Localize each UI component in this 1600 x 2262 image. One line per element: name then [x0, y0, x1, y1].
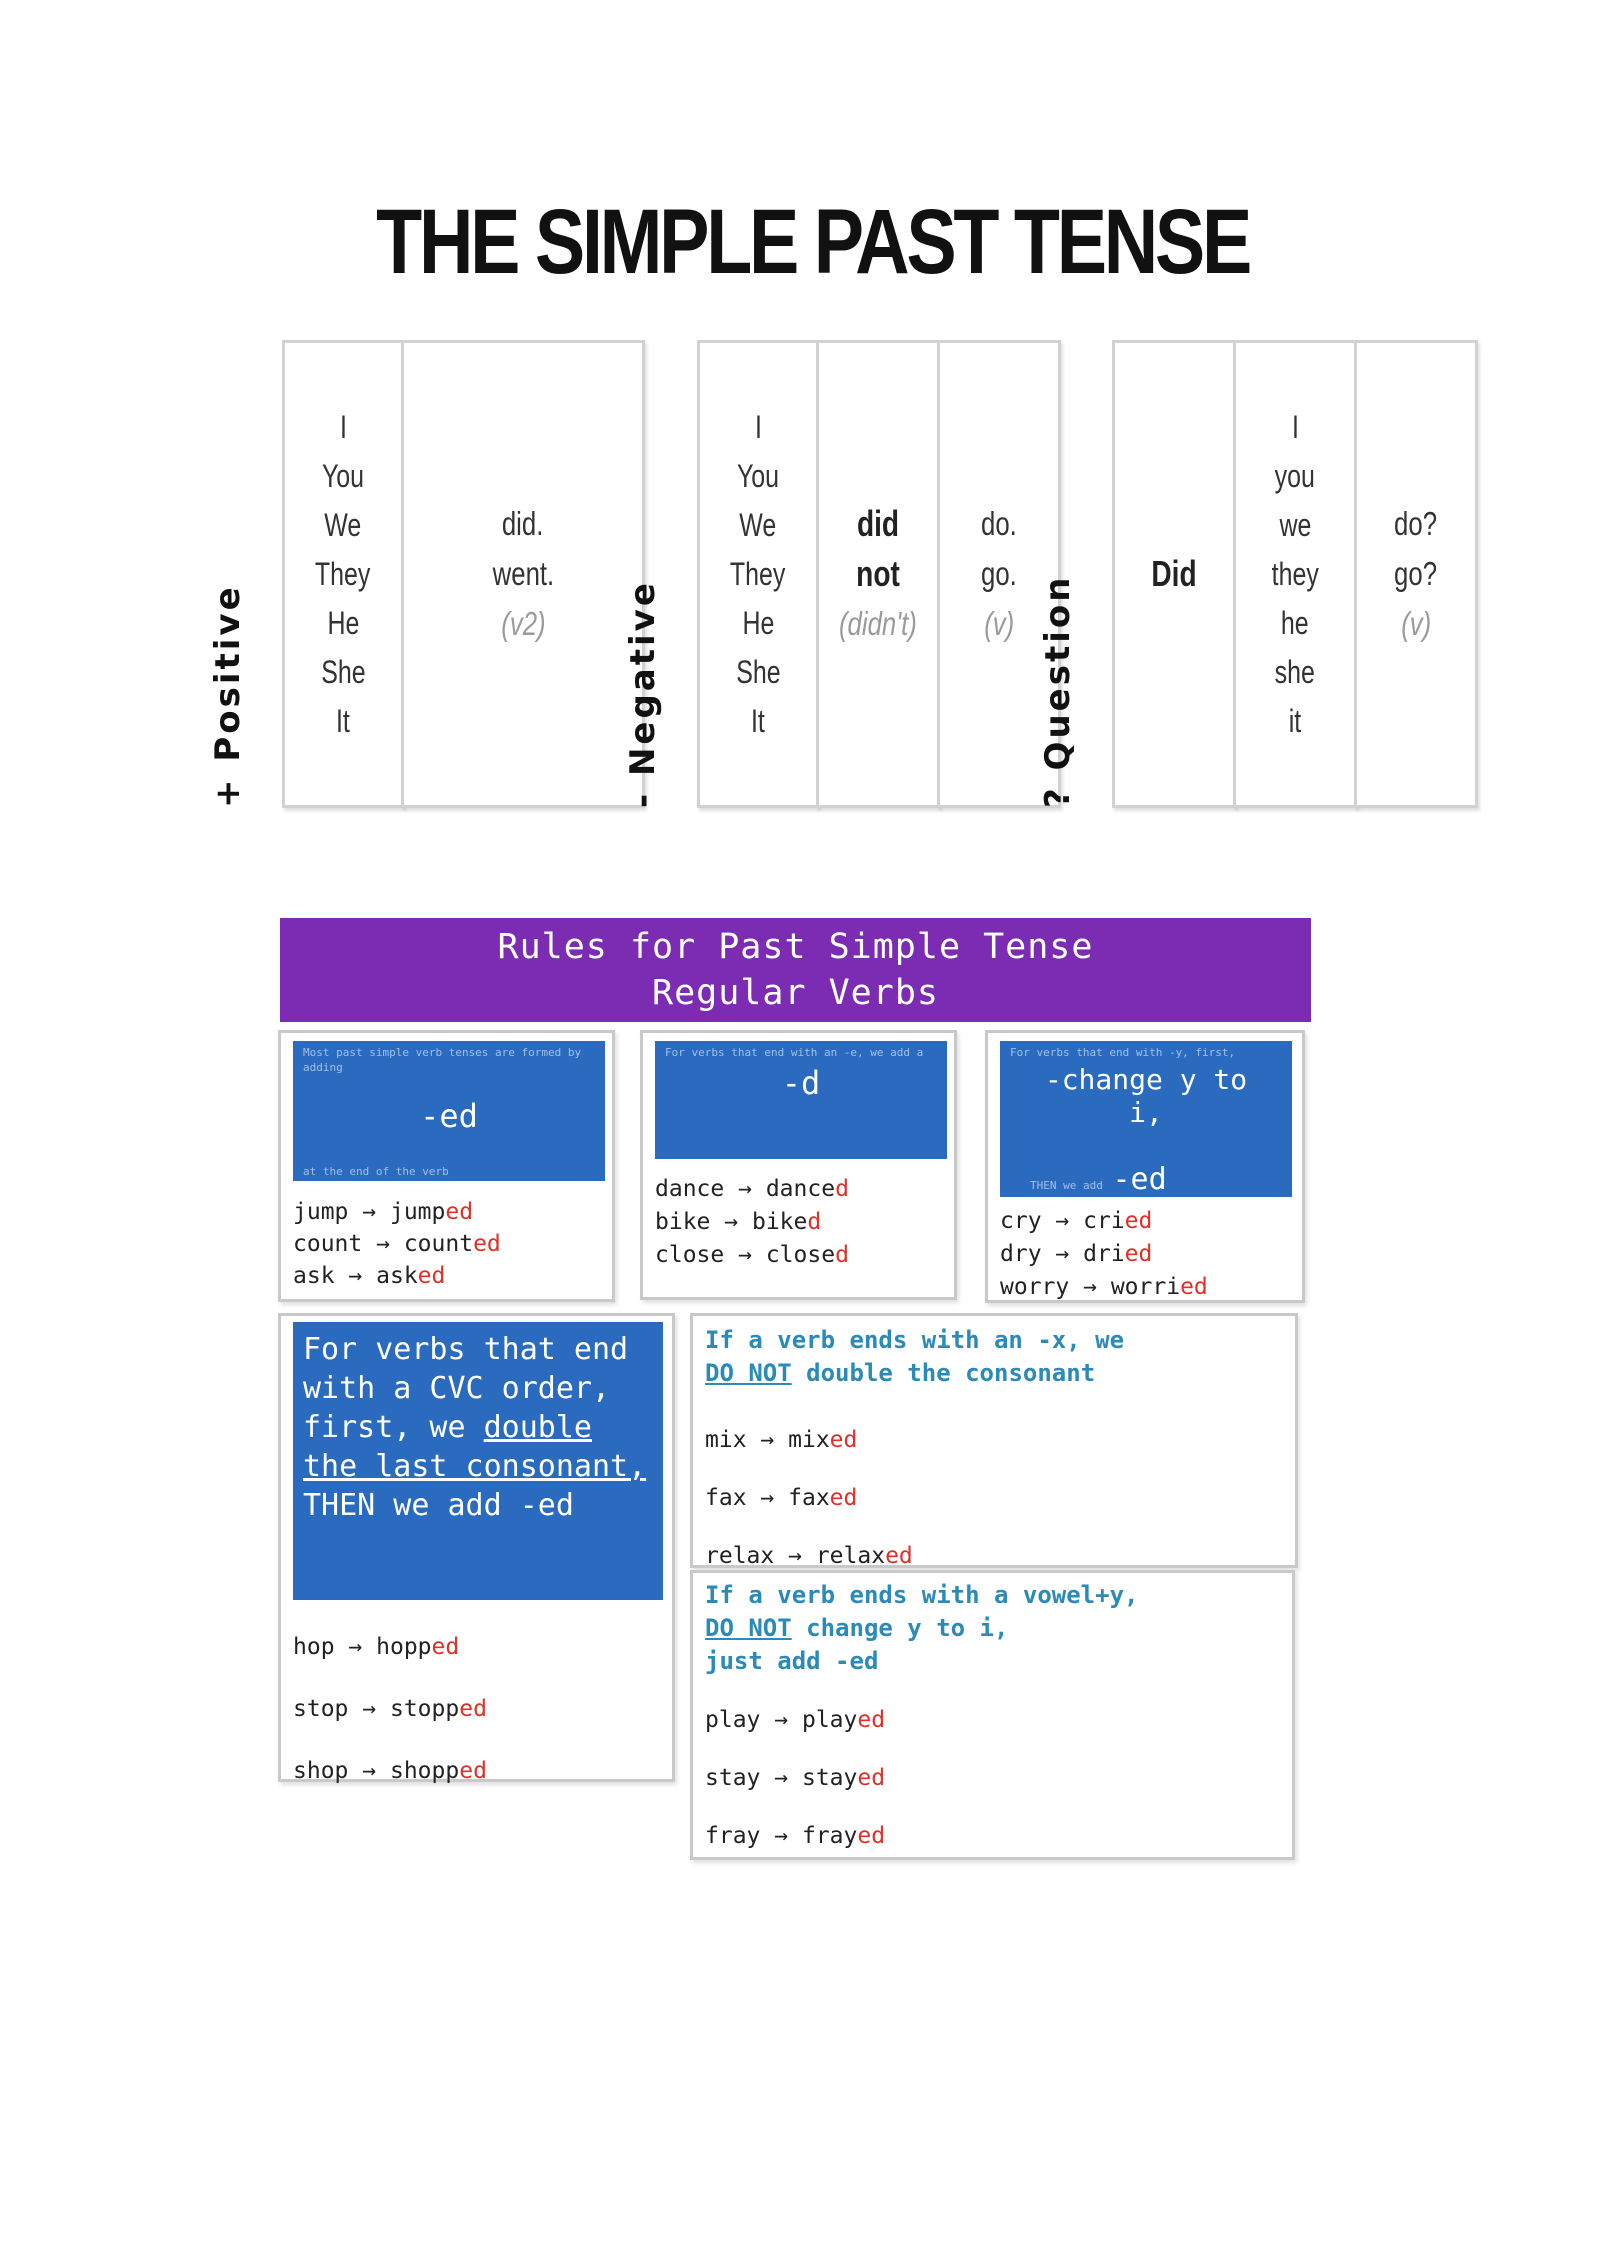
pronoun: She	[735, 653, 781, 690]
example-row: jump → jumped	[293, 1199, 474, 1225]
rule-box-d	[655, 1041, 947, 1159]
example-row: dry → dried	[1000, 1241, 1153, 1267]
question-aux	[1112, 340, 1236, 808]
rule-note: at the end of the verb	[303, 1165, 449, 1178]
rule-note: Most past simple verb tenses are formed by adding	[303, 1046, 582, 1074]
pronoun: They	[730, 555, 786, 592]
example-row: bike → biked	[655, 1209, 822, 1235]
example-row: dance → danced	[655, 1176, 849, 1202]
negative-pronouns	[697, 340, 819, 808]
rule-card-d	[640, 1030, 957, 1300]
aux-verb: Did	[1151, 553, 1197, 594]
pronoun: they	[1271, 555, 1319, 592]
examples	[1000, 1205, 1208, 1304]
aux-short: (didn't)	[839, 605, 917, 642]
pronoun: They	[315, 555, 371, 592]
rules-header	[280, 918, 1311, 1022]
pronoun: He	[742, 604, 774, 641]
rule-note-x: If a verb ends with an -x, we DO NOT double the consonant	[705, 1326, 1125, 1387]
examples	[655, 1173, 849, 1272]
rule-box-y	[1000, 1041, 1292, 1197]
rules-header-line2: Regular Verbs	[652, 973, 939, 1013]
pronoun: You	[736, 457, 780, 494]
verb: did.	[502, 505, 544, 542]
verb-form: (v)	[983, 605, 1015, 642]
question-pronouns	[1233, 340, 1357, 808]
pronoun: She	[320, 653, 366, 690]
verb-form: (v)	[1400, 605, 1432, 642]
verb: went.	[492, 555, 554, 592]
rule-then: THEN we add -ed	[1030, 1162, 1167, 1197]
verb: go?	[1394, 555, 1438, 592]
rule-suffix: -ed	[420, 1097, 478, 1135]
example-row: mix → mixed	[705, 1427, 858, 1453]
example-row: shop → shopped	[293, 1758, 487, 1784]
rule-box-cvc: For verbs that end with a CVC order, first, we double the last consonant, THEN we add -ed	[293, 1322, 663, 1600]
verb: do?	[1394, 505, 1438, 542]
example-row: ask → asked	[293, 1263, 446, 1289]
rule-card-cvc	[278, 1313, 675, 1782]
examples	[705, 1411, 913, 1585]
positive-table	[282, 340, 645, 808]
verb: go.	[981, 555, 1017, 592]
rule-box-ed	[293, 1041, 605, 1181]
verb: do.	[981, 505, 1017, 542]
rule-card-ed	[278, 1030, 615, 1302]
pronoun: you	[1274, 457, 1316, 494]
rule-main-line2: i,	[1129, 1096, 1163, 1129]
pronoun: I	[339, 408, 347, 445]
example-row: hop → hopped	[293, 1634, 460, 1660]
example-row: play → played	[705, 1707, 886, 1733]
rules-header-line1: Rules for Past Simple Tense	[497, 927, 1094, 967]
rule-note: For verbs that end with -y, first,	[1010, 1046, 1236, 1059]
pronoun: We	[739, 506, 777, 543]
rule-main-line1: -change y to	[1044, 1063, 1248, 1096]
page-title: THE SIMPLE PAST TENSE	[376, 191, 1250, 293]
negative-table	[697, 340, 1061, 808]
aux-verb: did not	[856, 503, 900, 594]
question-table	[1112, 340, 1478, 808]
positive-verbs	[401, 340, 645, 808]
example-row: stay → stayed	[705, 1765, 886, 1791]
rule-card-vowel-y	[690, 1570, 1295, 1860]
pronoun: We	[324, 506, 362, 543]
pronoun: It	[336, 702, 350, 739]
example-row: cry → cried	[1000, 1208, 1153, 1234]
example-row: relax → relaxed	[705, 1543, 913, 1569]
pronoun: You	[321, 457, 365, 494]
examples	[705, 1691, 885, 1865]
example-row: fray → frayed	[705, 1823, 886, 1849]
examples	[293, 1196, 501, 1292]
rule-note: For verbs that end with an -e, we add a	[665, 1046, 924, 1059]
pronoun: he	[1281, 604, 1309, 641]
pronoun: I	[1291, 408, 1299, 445]
positive-pronouns	[282, 340, 404, 808]
pronoun: we	[1279, 506, 1311, 543]
example-row: worry → worried	[1000, 1274, 1208, 1300]
example-row: close → closed	[655, 1242, 849, 1268]
verb-form: (v2)	[500, 605, 546, 642]
rule-card-y	[985, 1030, 1305, 1303]
rule-suffix: -d	[781, 1064, 821, 1102]
negative-aux	[816, 340, 940, 808]
pronoun: I	[754, 408, 762, 445]
pronoun: she	[1274, 653, 1316, 690]
example-row: stop → stopped	[293, 1696, 487, 1722]
examples	[293, 1616, 487, 1802]
question-verbs	[1354, 340, 1478, 808]
pronoun: It	[751, 702, 765, 739]
pronoun: He	[327, 604, 359, 641]
example-row: fax → faxed	[705, 1485, 858, 1511]
example-row: count → counted	[293, 1231, 501, 1257]
rule-card-x	[690, 1313, 1298, 1568]
rule-note-vowel-y: If a verb ends with a vowel+y, DO NOT change y to i, just add -ed	[705, 1581, 1139, 1675]
pronoun: it	[1288, 702, 1302, 739]
